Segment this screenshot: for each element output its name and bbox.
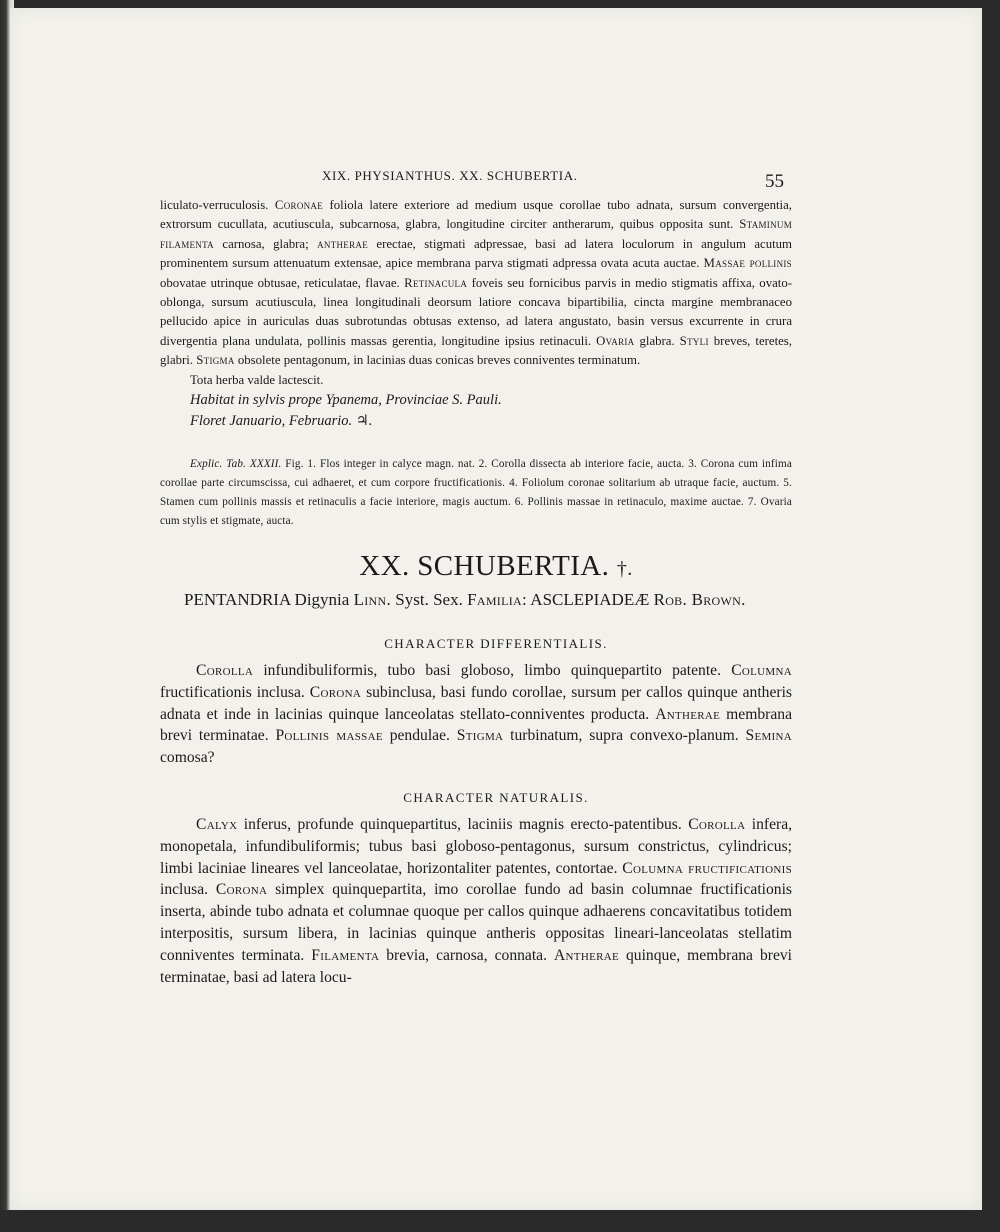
naturalis-heading: CHARACTER NATURALIS. xyxy=(403,790,589,805)
explanation-text: Fig. 1. Flos integer in calyce magn. nat. 2. Corolla dissecta ab interiore facie, aucta. 3. Corona cum infima corollae parte circumscissa, cui adhaeret, et cum corpore fructificationis. 4. Foliolum coronae solitarium ab utraque facie, auctum. 5. Stamen cum pollinis massis et retinaculis a facie interiore, magis auctum. 6. Pollinis massae in retinaculo, maxime auctae. 7. Ovaria cum stylis et stigmate, aucta. xyxy=(160,458,792,527)
dagger-mark: †. xyxy=(616,558,633,580)
scan-border-bottom xyxy=(0,1210,1000,1232)
description-continued xyxy=(160,196,792,432)
book-page xyxy=(10,8,982,1210)
running-head: XIX. PHYSIANTHUS. XX. SCHUBERTIA. xyxy=(322,168,578,183)
differentialis-text: Corolla infundibuliformis, tubo basi globoso, limbo quinquepartito patente. Columna fructificationis inclusa. Corona subinclusa, basi fundo corollae, sursum per callos quinque antheris adnata et inde in lacinias quinque lanceolatas stellato-conniventes producta. Antherae membrana brevi terminatae. Pollinis massae pendulae. Stigma turbinatum, supra convexo-planum. Semina comosa? xyxy=(160,662,792,767)
scan-border-right xyxy=(982,0,1000,1232)
genus-title: XX. SCHUBERTIA. †. xyxy=(359,550,633,582)
plate-explanation xyxy=(160,455,792,531)
note-lactescit: Tota herba valde lactescit. xyxy=(190,372,324,387)
habitat-line: Habitat in sylvis prope Ypanema, Provinciae S. Pauli. xyxy=(190,392,502,409)
page-number: 55 xyxy=(765,171,784,192)
explanation-lead: Explic. Tab. XXXII. xyxy=(190,458,282,470)
classification-line: PENTANDRIA Digynia Linn. Syst. Sex. Familia: ASCLEPIADEÆ Rob. Brown. xyxy=(184,590,746,609)
differentialis-heading: CHARACTER DIFFERENTIALIS. xyxy=(384,636,608,651)
description-paragraph: liculato-verruculosis. Coronae foliola latere exteriore ad medium usque corollae tubo adnata, sursum convergentia, extrorsum cucullata, acutiuscula, subcarnosa, glabra, longitudine circiter antherarum, quibus opposita sunt. Staminum filamenta carnosa, glabra; antherae erectae, stigmati adpressae, basi ad latera loculorum in angulum acutum prominentem sursum attenuatum extensae, apice membrana parva stigmati adpressa ovata acuta auctae. Massae pollinis obovatae utrinque obtusae, reticulatae, flavae. Retinacula foveis seu fornicibus parvis in medio stigmatis affixa, ovato-oblonga, sursum acutiuscula, linea longitudinali deorsum latiore concava bipartibilia, cincta margine membranaceo pellucido apice in auriculas duas subrotundas obtusas extenso, ad latera angustato, basin versus excurrente in crura divergentia plana undulata, pollinis massas gerentia, longitudine ipsius retinaculi. Ovaria glabra. Styli breves, teretes, glabri. Stigma obsolete pentagonum, in lacinias duas conicas breves conniventes terminatum. xyxy=(160,198,793,368)
naturalis-text: Calyx inferus, profunde quinquepartitus, laciniis magnis erecto-patentibus. Corolla infera, monopetala, infundibuliformis; tubus basi globoso-pentagonus, sursum constrictus, cylindricus; limbi laciniae lineares vel lanceolatae, horizontaliter patentes, contortae. Columna fructificationis inclusa. Corona simplex quinquepartita, imo corollae fundo ad basin columnae fructificationis inserta, abinde tubo adnata et columnae quoque per callos quinque adhaerens concavitatibus totidem interpositis, sursum libera, in lacinias quinque antheris oppositas lineari-lanceolatas stellatim conniventes terminata. Filamenta brevia, carnosa, connata. Antherae quinque, membrana brevi terminatae, basi ad latera locu- xyxy=(160,816,793,986)
flowering-line: Floret Januario, Februario. ♃. xyxy=(190,413,373,430)
